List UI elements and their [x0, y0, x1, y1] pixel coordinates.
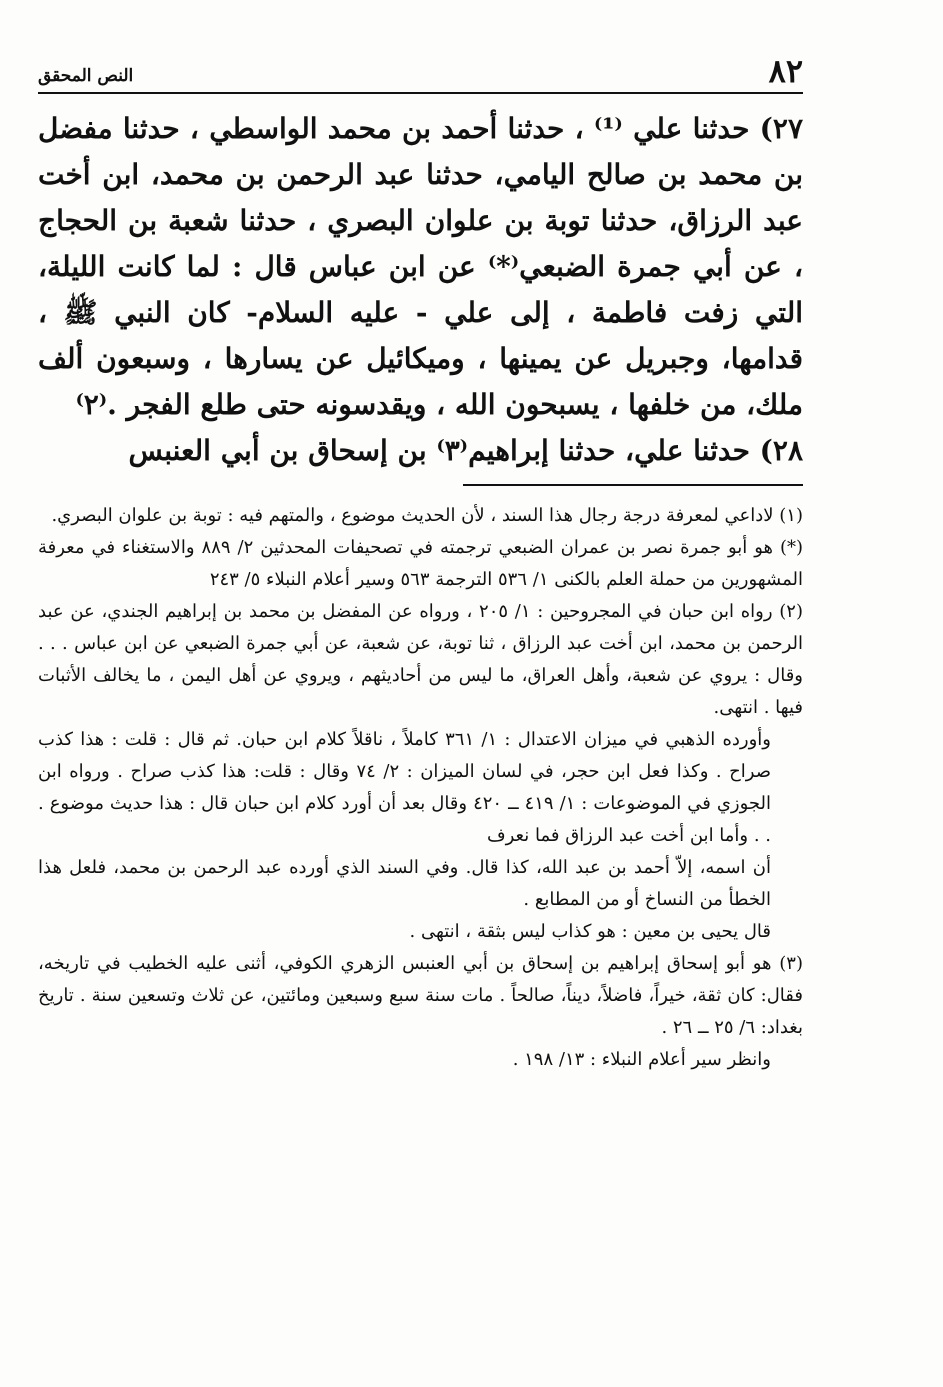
footnotes	[38, 500, 803, 1076]
footnote-2: (٢) رواه ابن حبان في المجروحين : ١/ ٢٠٥ ، ورواه عن المفضل بن محمد بن إبراهيم الجندي، عن عبد الرحمن بن محمد، ابن أخت عبد الرزاق ، ثنا توبة، عن شعبة، عن أبي جمرة الضبعي عن ابن عباس . . . وقال : يروي عن شعبة، وأهل العراق، ما ليس من أحاديثهم ، ويروي عن أهل اليمن ، ما يخالف الأثبات فيها . انتهى.	[38, 601, 803, 718]
footnote-1: (١) لاداعي لمعرفة درجة رجال هذا السند ، لأن الحديث موضوع ، والمتهم فيه : توبة بن علوان البصري.	[51, 505, 803, 526]
running-title: النص المحقق	[38, 66, 134, 86]
hadith-27: ٢٧) حدثنا علي ⁽¹⁾ ، حدثنا أحمد بن محمد الواسطي ، حدثنا مفضل بن محمد بن صالح اليامي، حدثنا عبد الرحمن بن محمد، ابن أخت عبد الرزاق، حدثنا توبة بن علوان البصري ، حدثنا شعبة بن الحجاج ، عن أبي جمرة الضبعي⁽*⁾ عن ابن عباس قال : لما كانت الليلة، التي زفت فاطمة ، إلى علي - عليه السلام- كان النبي ﷺ ، قدامها، وجبريل عن يمينها ، وميكائيل عن يسارها ، وسبعون ألف ملك، من خلفها ، يسبحون الله ، ويقدسونه حتى طلع الفجر .⁽٢⁾	[38, 112, 804, 421]
book-page	[38, 44, 803, 1076]
footnote-star: (*) هو أبو جمرة نصر بن عمران الضبعي ترجمته في تصحيفات المحدثين ٢/ ٨٨٩ والاستغناء في معرفة المشهورين من حملة العلم بالكنى ١/ ٥٣٦ الترجمة ٥٦٣ وسير أعلام النبلاء ٥/ ٢٤٣	[38, 537, 803, 590]
footnote-2-continuation: وأورده الذهبي في ميزان الاعتدال : ١/ ٣٦١ كاملاً ، ناقلاً كلام ابن حبان. ثم قال : قلت : هذا كذب صراح . وكذا فعل ابن حجر، في لسان الميزان : ٢/ ٧٤ وقال : قلت: هذا كذب صراح . ورواه ابن الجوزي في الموضوعات : ١/ ٤١٩ ــ ٤٢٠ وقال بعد أن أورد كلام ابن حبان قال : هذا حديث موضوع . . . وأما ابن أخت عبد الرزاق فما نعرف	[38, 729, 772, 846]
footnote-3-continuation: وانظر سير أعلام النبلاء : ١٣/ ١٩٨ .	[512, 1049, 771, 1070]
hadith-28: ٢٨) حدثنا علي، حدثنا إبراهيم⁽٣⁾ بن إسحاق بن أبي العنبس	[128, 434, 803, 467]
page-header	[38, 44, 803, 94]
footnote-separator	[463, 484, 803, 486]
footnote-2-continuation: أن اسمه، إلاّ أحمد بن عبد الله، كذا قال. وفي السند الذي أورده عبد الرحمن بن محمد، فلعل هذا الخطأ من النساخ أو من المطابع .	[38, 857, 771, 910]
main-text	[38, 106, 803, 474]
footnote-3: (٣) هو أبو إسحاق إبراهيم بن إسحاق بن أبي العنبس الزهري الكوفي، أثنى عليه الخطيب في تاريخه، فقال: كان ثقة، خيراً، فاضلاً، ديناً، صالحاً . مات سنة سبع وسبعين ومائتين، عن ثلاث وتسعين سنة . تاريخ بغداد: ٦/ ٢٥ ــ ٢٦ .	[38, 953, 803, 1038]
footnote-2-continuation: قال يحيى بن معين : هو كذاب ليس بثقة ، انتهى .	[409, 921, 771, 942]
page-number: ٨٢	[768, 52, 803, 90]
